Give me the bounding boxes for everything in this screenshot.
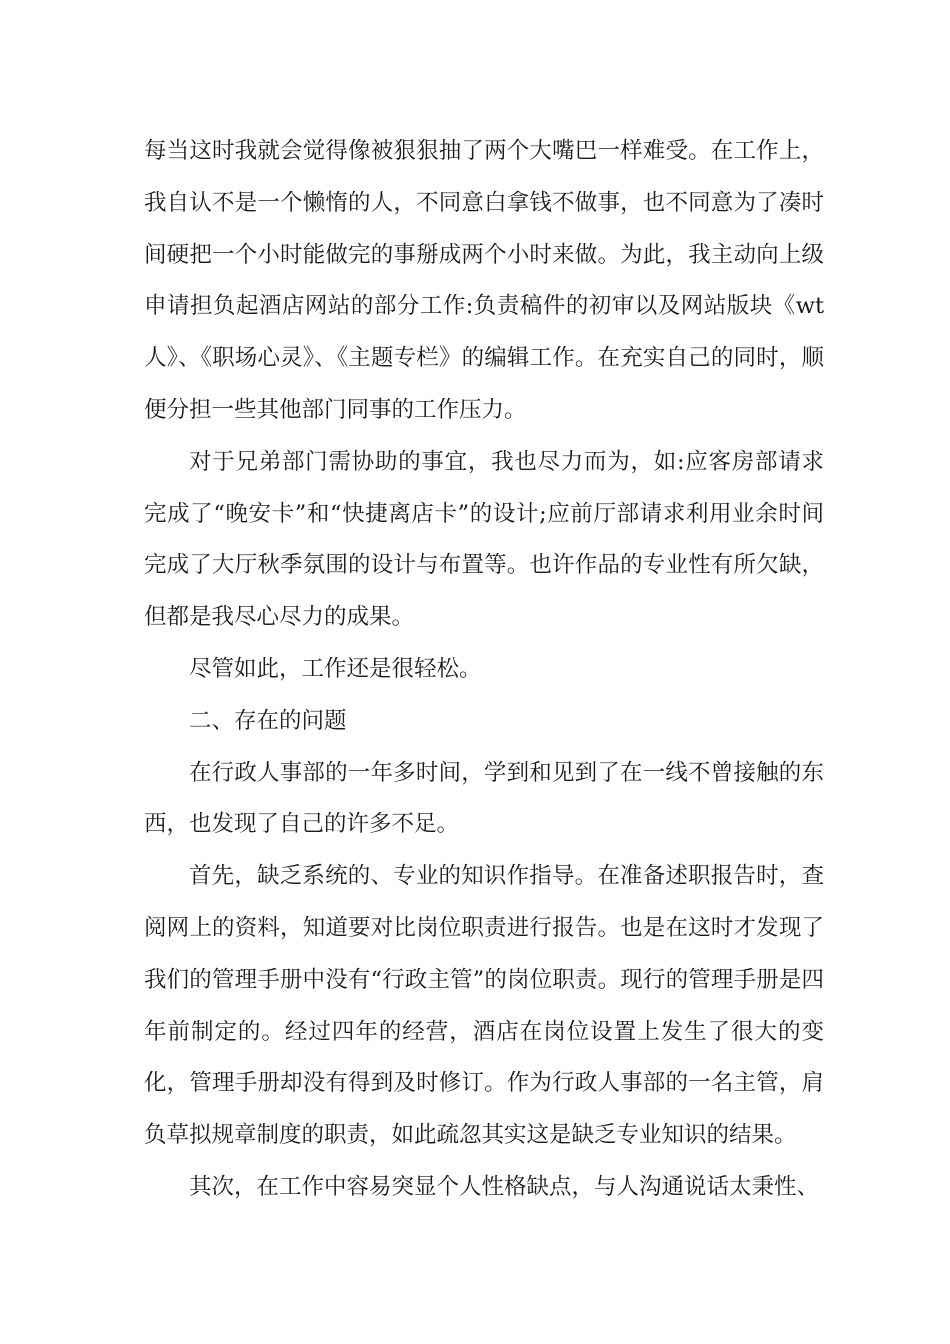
paragraph-3: 尽管如此，工作还是很轻松。 [189, 655, 482, 682]
paragraph-6: 其次，在工作中容易突显个人性格缺点，与人沟通说话太秉性、 [189, 1173, 820, 1200]
paragraph-1: 每当这时我就会觉得像被狠狠抽了两个大嘴巴一样难受。在工作上，我自认不是一个懒惰的人，不同意白拿钱不做事，也不同意为了凑时间硬把一个小时能做完的事掰成两个小时来做。为此，我主动向上级申请担负起酒店网站的部分工作:负责稿件的初审以及网站版块《wt 人》、《职场心灵》、《主题专栏》的编辑工作。在充实自己的同时，顺便分担一些其他部门同事的工作压力。 [144, 138, 824, 423]
paragraph-2: 对于兄弟部门需协助的事宜，我也尽力而为，如:应客房部请求完成了“晚安卡”和“快捷离店卡”的设计;应前厅部请求利用业余时间完成了大厅秋季氛围的设计与布置等。也许作品的专业性有所欠缺，但都是我尽心尽力的成果。 [144, 448, 824, 631]
paragraph-4: 在行政人事部的一年多时间，学到和见到了在一线不曾接触的东西，也发现了自己的许多不足。 [144, 759, 824, 838]
paragraph-5: 首先，缺乏系统的、专业的知识作指导。在准备述职报告时，查阅网上的资料，知道要对比岗位职责进行报告。也是在这时才发现了我们的管理手册中没有“行政主管”的岗位职责。现行的管理手册是四年前制定的。经过四年的经营，酒店在岗位设置上发生了很大的变化，管理手册却没有得到及时修订。作为行政人事部的一名主管，肩负草拟规章制度的职责，如此疏忽其实这是缺乏专业知识的结果。 [144, 863, 824, 1149]
document-body [144, 126, 824, 1214]
section-heading-problems: 二、存在的问题 [189, 707, 347, 734]
